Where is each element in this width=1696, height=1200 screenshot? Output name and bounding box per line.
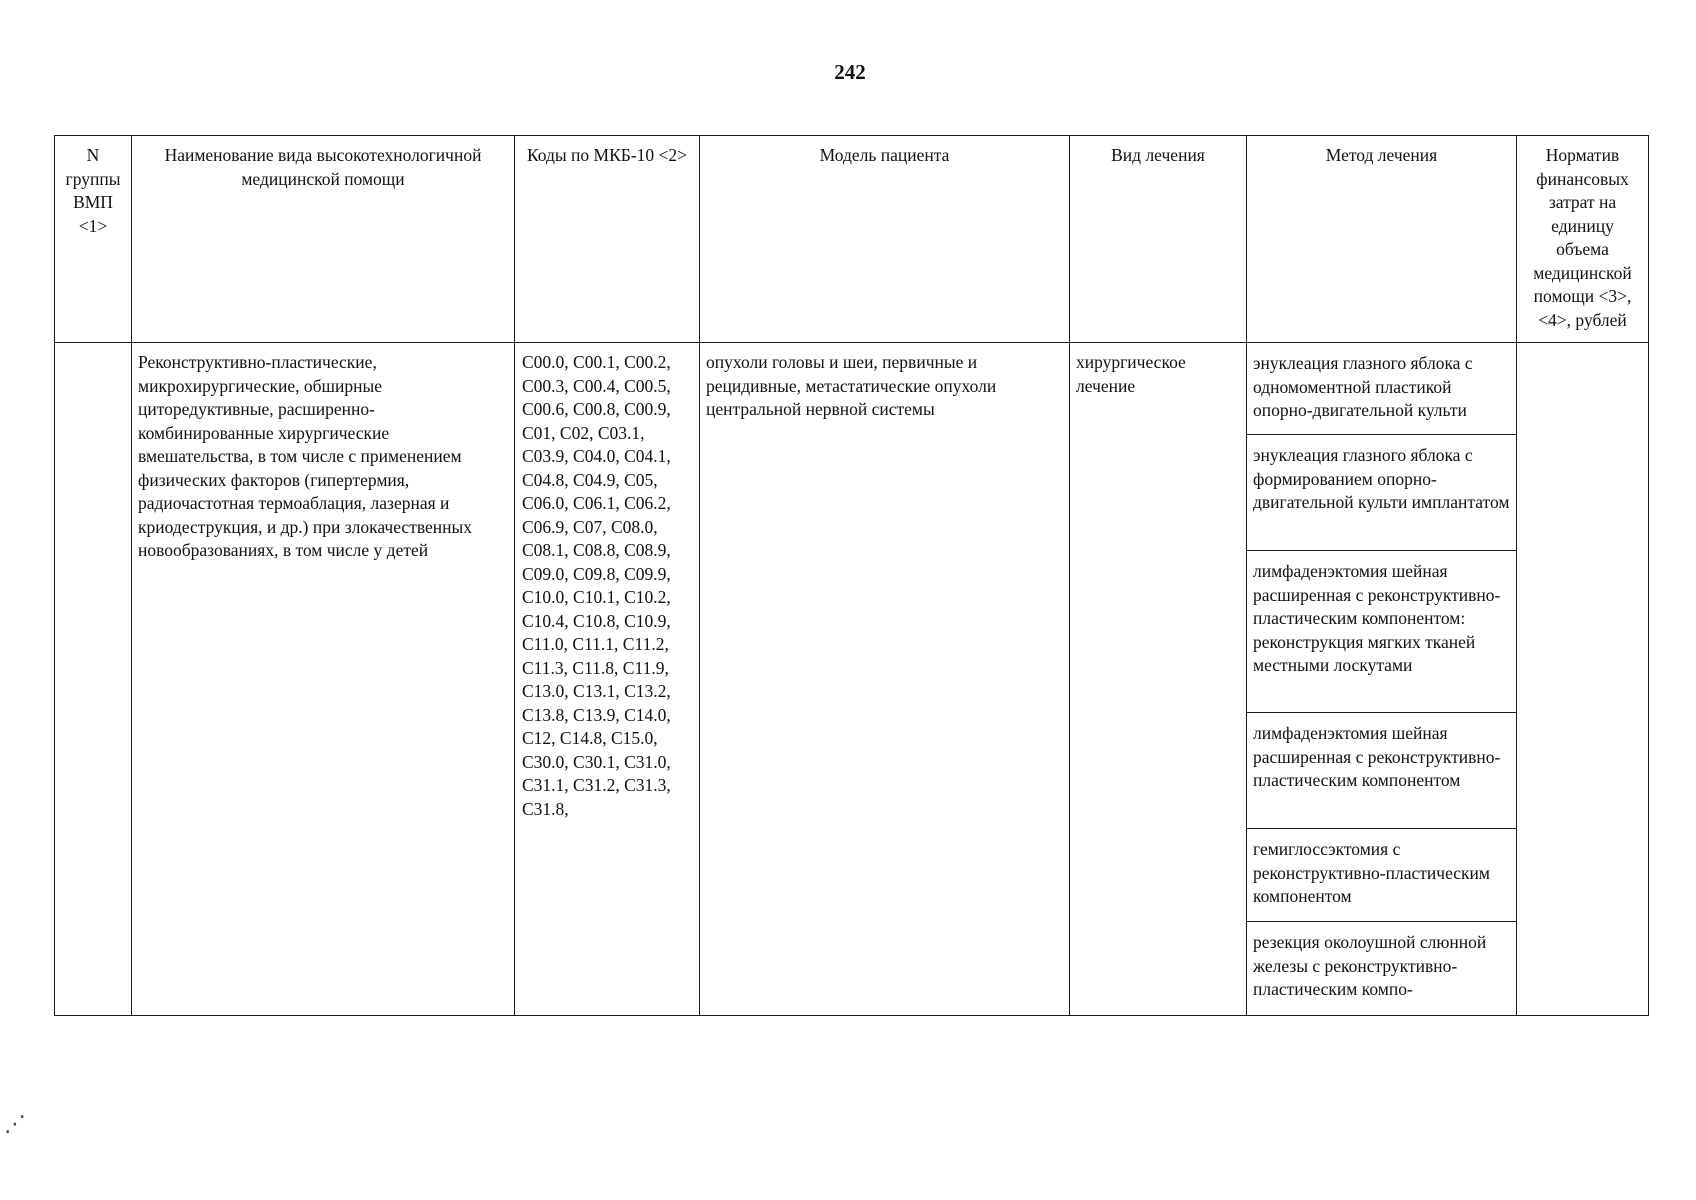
table-row [55,343,1649,1016]
cell-patient-model: опухоли головы и шеи, первичные и рецидивные, метастатические опухоли центральной нервной системы [700,343,1070,1016]
cell-care-name: Реконструктивно-пластические, микрохирургические, обширные циторедуктивные, расширенно-комбинированные хирургические вмешательства, в том числе с применением физических факторов (гипертермия, радиочастотная термоаблация, лазерная и криодеструкция, и др.) при злокачественных новообразованиях, в том числе у детей [132,343,515,1016]
header-treatment-type: Вид лечения [1070,136,1247,343]
page-number: 242 [834,60,866,84]
vmp-table [54,135,1649,1016]
cell-cost-norm [1517,343,1649,1016]
header-icd-codes: Коды по МКБ-10 <2> [515,136,700,343]
method-item: энуклеация глазного яблока с формированием опорно-двигательной культи имплантатом [1247,435,1516,551]
scan-artifact: ⋰ [4,1112,26,1137]
cell-treatment-type: хирургическое лечение [1070,343,1247,1016]
header-treatment-method: Метод лечения [1247,136,1517,343]
cell-group-number [55,343,132,1016]
header-care-name: Наименование вида высокотехнологичной медицинской помощи [132,136,515,343]
method-item: гемиглоссэктомия с реконструктивно-пластическим компонентом [1247,829,1516,922]
cell-icd-codes: C00.0, C00.1, C00.2, C00.3, C00.4, C00.5, C00.6, C00.8, C00.9, C01, C02, C03.1, C03.9, C04.0, C04.1, C04.8, C04.9, C05, C06.0, C06.1, C06.2, C06.9, C07, C08.0, C08.1, C08.8, C08.9, C09.0, C09.8, C09.9, C10.0, C10.1, C10.2, C10.4, C10.8, C10.9, C11.0, C11.1, C11.2, C11.3, C11.8, C11.9, C13.0, C13.1, C13.2, C13.8, C13.9, C14.0, C12, C14.8, C15.0, C30.0, C30.1, C31.0, C31.1, C31.2, C31.3, C31.8, [515,343,700,1016]
method-item: энуклеация глазного яблока с одномоментной пластикой опорно-двигательной культи [1247,343,1516,435]
method-list [1247,343,1516,1015]
method-item: лимфаденэктомия шейная расширенная с реконструктивно-пластическим компонентом [1247,713,1516,829]
cell-treatment-methods [1247,343,1517,1016]
header-patient-model: Модель пациента [700,136,1070,343]
table-header-row [55,136,1649,343]
header-cost-norm: Норматив финансовых затрат на единицу объема медицинской помощи <3>, <4>, рублей [1517,136,1649,343]
method-item: лимфаденэктомия шейная расширенная с реконструктивно-пластическим компонентом: реконструкция мягких тканей местными лоскутами [1247,551,1516,713]
method-item: резекция околоушной слюнной железы с реконструктивно-пластическим компо- [1253,932,1487,999]
header-group-number: N группы ВМП <1> [55,136,132,343]
